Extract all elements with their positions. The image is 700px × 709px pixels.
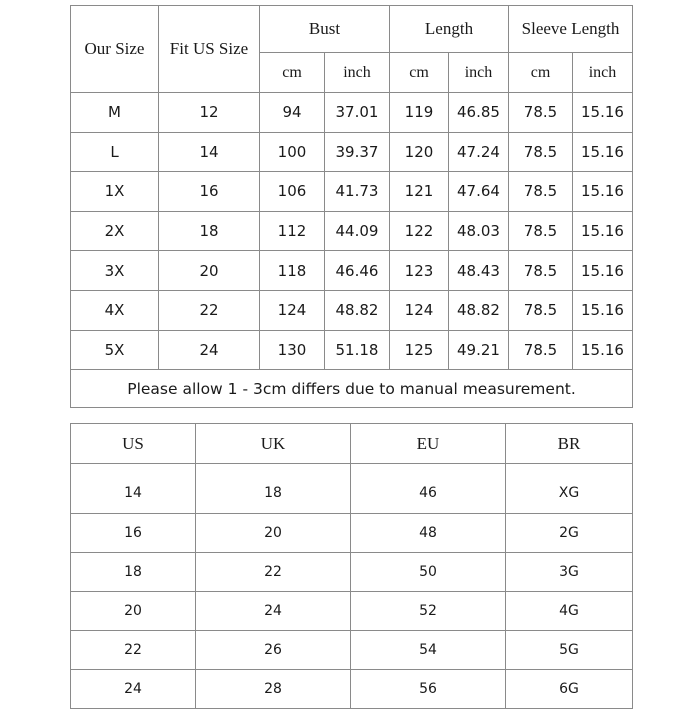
conversion-cell: 6G bbox=[506, 669, 633, 708]
size-cell: 15.16 bbox=[573, 93, 633, 133]
size-cell: 121 bbox=[390, 172, 449, 212]
size-cell: 2X bbox=[71, 211, 159, 251]
size-cell: 51.18 bbox=[325, 330, 390, 370]
size-cell: 37.01 bbox=[325, 93, 390, 133]
size-cell: M bbox=[71, 93, 159, 133]
size-row bbox=[71, 172, 633, 212]
spacer-cell bbox=[351, 464, 506, 475]
size-cell: 124 bbox=[390, 290, 449, 330]
size-cell: 4X bbox=[71, 290, 159, 330]
size-cell: 39.37 bbox=[325, 132, 390, 172]
conversion-cell: 52 bbox=[351, 591, 506, 630]
conversion-cell: 18 bbox=[71, 552, 196, 591]
conversion-cell: 20 bbox=[71, 591, 196, 630]
size-cell: 106 bbox=[260, 172, 325, 212]
conversion-spacer-row bbox=[71, 464, 633, 475]
size-cell: 18 bbox=[159, 211, 260, 251]
header-sleeve-length: Sleeve Length bbox=[509, 6, 633, 53]
size-cell: 15.16 bbox=[573, 211, 633, 251]
size-cell: L bbox=[71, 132, 159, 172]
size-cell: 130 bbox=[260, 330, 325, 370]
conversion-row bbox=[71, 474, 633, 513]
size-cell: 119 bbox=[390, 93, 449, 133]
size-cell: 78.5 bbox=[509, 172, 573, 212]
size-row bbox=[71, 93, 633, 133]
size-row bbox=[71, 211, 633, 251]
conversion-cell: 24 bbox=[196, 591, 351, 630]
header-length-cm: cm bbox=[390, 53, 449, 93]
size-cell: 47.64 bbox=[449, 172, 509, 212]
size-cell: 46.46 bbox=[325, 251, 390, 291]
header-fit-us-size: Fit US Size bbox=[159, 6, 260, 93]
conversion-cell: 3G bbox=[506, 552, 633, 591]
size-cell: 41.73 bbox=[325, 172, 390, 212]
size-cell: 122 bbox=[390, 211, 449, 251]
conversion-cell: 24 bbox=[71, 669, 196, 708]
size-cell: 24 bbox=[159, 330, 260, 370]
size-cell: 120 bbox=[390, 132, 449, 172]
conversion-cell: 54 bbox=[351, 630, 506, 669]
size-cell: 48.82 bbox=[449, 290, 509, 330]
size-cell: 15.16 bbox=[573, 330, 633, 370]
size-chart-body bbox=[71, 93, 633, 370]
size-conversion-table bbox=[70, 423, 633, 709]
conversion-cell: 46 bbox=[351, 474, 506, 513]
conversion-row bbox=[71, 591, 633, 630]
size-cell: 48.03 bbox=[449, 211, 509, 251]
conversion-cell: 48 bbox=[351, 513, 506, 552]
header-our-size: Our Size bbox=[71, 6, 159, 93]
conversion-cell: XG bbox=[506, 474, 633, 513]
size-cell: 78.5 bbox=[509, 93, 573, 133]
size-cell: 46.85 bbox=[449, 93, 509, 133]
size-cell: 78.5 bbox=[509, 330, 573, 370]
conversion-row bbox=[71, 669, 633, 708]
conversion-cell: 50 bbox=[351, 552, 506, 591]
size-cell: 44.09 bbox=[325, 211, 390, 251]
size-cell: 112 bbox=[260, 211, 325, 251]
size-row bbox=[71, 290, 633, 330]
header-bust-inch: inch bbox=[325, 53, 390, 93]
header-us: US bbox=[71, 424, 196, 464]
size-cell: 22 bbox=[159, 290, 260, 330]
size-cell: 78.5 bbox=[509, 132, 573, 172]
size-cell: 124 bbox=[260, 290, 325, 330]
header-length-inch: inch bbox=[449, 53, 509, 93]
size-cell: 48.82 bbox=[325, 290, 390, 330]
conversion-cell: 20 bbox=[196, 513, 351, 552]
conversion-cell: 22 bbox=[71, 630, 196, 669]
size-cell: 78.5 bbox=[509, 251, 573, 291]
size-cell: 15.16 bbox=[573, 290, 633, 330]
size-cell: 48.43 bbox=[449, 251, 509, 291]
size-cell: 94 bbox=[260, 93, 325, 133]
size-cell: 20 bbox=[159, 251, 260, 291]
header-sleeve-inch: inch bbox=[573, 53, 633, 93]
conversion-cell: 2G bbox=[506, 513, 633, 552]
size-cell: 78.5 bbox=[509, 211, 573, 251]
size-cell: 1X bbox=[71, 172, 159, 212]
header-uk: UK bbox=[196, 424, 351, 464]
header-sleeve-cm: cm bbox=[509, 53, 573, 93]
size-row bbox=[71, 330, 633, 370]
conversion-cell: 18 bbox=[196, 474, 351, 513]
size-cell: 100 bbox=[260, 132, 325, 172]
conversion-cell: 16 bbox=[71, 513, 196, 552]
size-row bbox=[71, 251, 633, 291]
size-chart-table bbox=[70, 5, 633, 408]
size-row bbox=[71, 132, 633, 172]
conversion-row bbox=[71, 630, 633, 669]
conversion-cell: 26 bbox=[196, 630, 351, 669]
conversion-row bbox=[71, 552, 633, 591]
size-cell: 15.16 bbox=[573, 172, 633, 212]
size-cell: 47.24 bbox=[449, 132, 509, 172]
size-cell: 49.21 bbox=[449, 330, 509, 370]
conversion-cell: 5G bbox=[506, 630, 633, 669]
size-cell: 15.16 bbox=[573, 132, 633, 172]
size-cell: 5X bbox=[71, 330, 159, 370]
size-cell: 15.16 bbox=[573, 251, 633, 291]
conversion-cell: 14 bbox=[71, 474, 196, 513]
header-length: Length bbox=[390, 6, 509, 53]
size-cell: 125 bbox=[390, 330, 449, 370]
conversion-cell: 4G bbox=[506, 591, 633, 630]
spacer-cell bbox=[71, 464, 196, 475]
size-cell: 118 bbox=[260, 251, 325, 291]
spacer-cell bbox=[196, 464, 351, 475]
header-br: BR bbox=[506, 424, 633, 464]
size-cell: 78.5 bbox=[509, 290, 573, 330]
spacer-cell bbox=[506, 464, 633, 475]
conversion-cell: 22 bbox=[196, 552, 351, 591]
conversion-cell: 56 bbox=[351, 669, 506, 708]
size-cell: 3X bbox=[71, 251, 159, 291]
size-cell: 12 bbox=[159, 93, 260, 133]
conversion-chart-body bbox=[71, 464, 633, 709]
size-cell: 14 bbox=[159, 132, 260, 172]
conversion-row bbox=[71, 513, 633, 552]
conversion-cell: 28 bbox=[196, 669, 351, 708]
size-cell: 16 bbox=[159, 172, 260, 212]
header-eu: EU bbox=[351, 424, 506, 464]
header-bust-cm: cm bbox=[260, 53, 325, 93]
measurement-note: Please allow 1 - 3cm differs due to manual measurement. bbox=[71, 370, 633, 408]
size-cell: 123 bbox=[390, 251, 449, 291]
header-bust: Bust bbox=[260, 6, 390, 53]
